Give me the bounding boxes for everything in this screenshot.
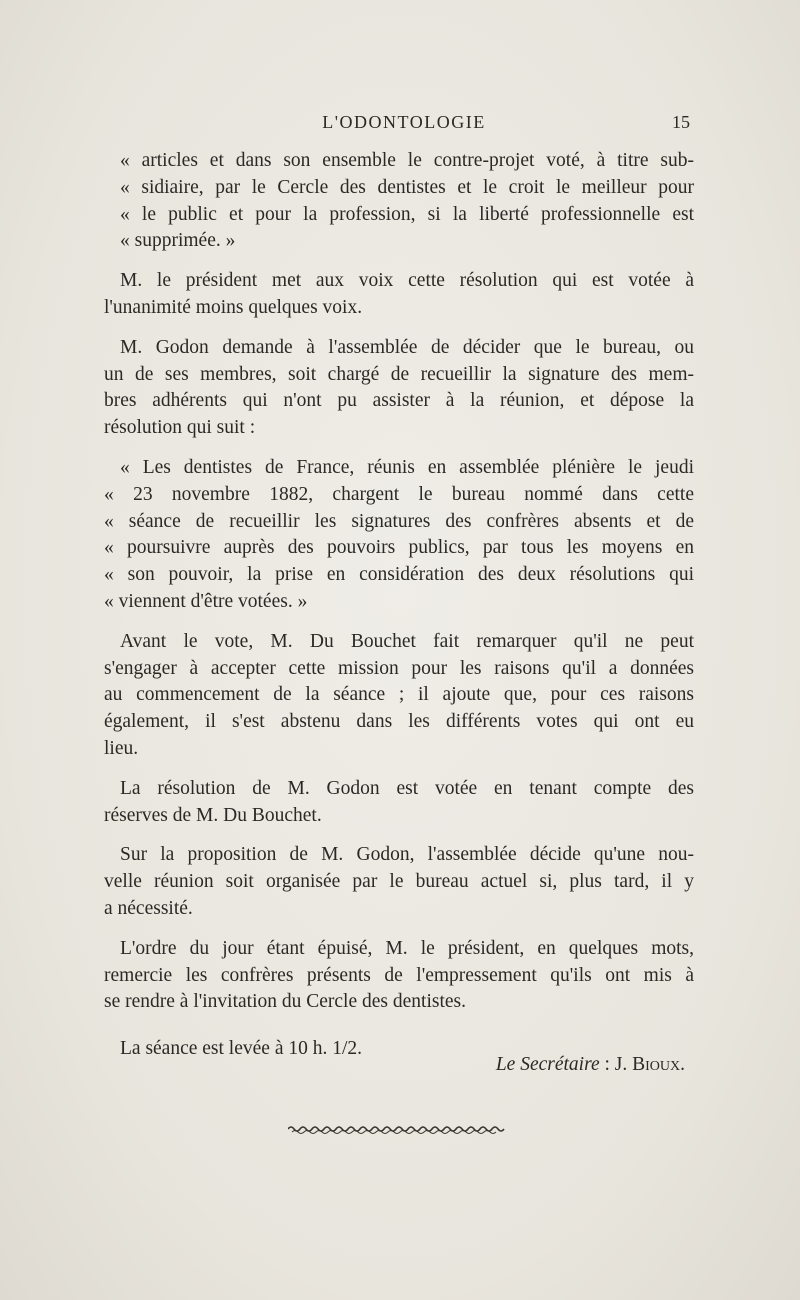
text-line: remercie les confrères présents de l'empressement qu'ils ont mis à [104,964,694,986]
running-title: L'ODONTOLOGIE [322,112,486,132]
page-number: 15 [672,112,690,132]
text-line: « articles et dans son ensemble le contre-projet voté, à titre sub- [120,150,694,171]
text-line: M. Godon demande à l'assemblée de décider que le bureau, ou [120,336,694,358]
paragraph-quote-end [104,148,694,255]
text-line: M. le président met aux voix cette résolution qui est votée à [120,270,694,292]
text-line: a nécessité. [104,897,193,919]
text-line: L'ordre du jour étant épuisé, M. le président, en quelques mots, [120,937,694,959]
text-line: l'unanimité moins quelques voix. [104,296,363,318]
paragraph-vote [104,268,694,322]
text-line: « Les dentistes de France, réunis en assemblée plénière le jeudi [120,456,694,478]
text-line: lieu. [104,737,139,759]
text-line: Avant le vote, M. Du Bouchet fait remarquer qu'il ne peut [120,630,694,652]
signature-line [496,1054,685,1076]
text-line: velle réunion soit organisée par le bureau actuel si, plus tard, il y [104,871,694,893]
signature-role: Le Secrétaire [495,1054,600,1075]
signature-name: J. Bioux. [614,1054,685,1075]
text-line: « séance de recueillir les signatures des confrères absents et de [104,510,694,532]
paragraph-du-bouchet [104,629,694,763]
paragraph-agenda-exhausted [104,936,694,1016]
text-line: également, il s'est abstenu dans les différents votes qui ont eu [104,711,694,733]
paragraph-resolution-voted [104,776,694,830]
text-line: se rendre à l'invitation du Cercle des dentistes. [104,991,466,1013]
text-line: « sidiaire, par le Cercle des dentistes et le croit le meilleur pour [120,176,694,198]
paragraph-new-meeting [104,842,694,922]
text-line: au commencement de la séance ; il ajoute que, pour ces raisons [104,684,694,706]
body-text [104,148,694,1076]
text-line: La séance est levée à 10 h. 1/2. [120,1038,363,1060]
text-line: Sur la proposition de M. Godon, l'assemblée décide qu'une nou- [120,844,694,866]
text-line: bres adhérents qui n'ont pu assister à la réunion, et dépose la [104,390,694,412]
paragraph-godon-request [104,335,694,442]
text-line: réserves de M. Du Bouchet. [104,804,322,826]
text-line: « viennent d'être votées. » [104,590,308,612]
text-line: « poursuivre auprès des pouvoirs publics, par tous les moyens en [104,537,694,559]
text-line: « son pouvoir, la prise en considération des deux résolutions qui [104,564,694,586]
text-line: La résolution de M. Godon est votée en tenant compte des [120,777,694,799]
text-line: « supprimée. » [120,230,236,252]
signature-separator: : [599,1054,615,1075]
text-line: résolution qui suit : [104,417,256,439]
text-line: un de ses membres, soit chargé de recueillir la signature des mem- [104,363,694,385]
text-line: « le public et pour la profession, si la liberté professionnelle est [120,203,694,225]
paragraph-resolution [104,455,694,616]
page-header [118,112,690,142]
wavy-rule-ornament-icon [288,1122,506,1136]
text-line: « 23 novembre 1882, chargent le bureau nommé dans cette [104,483,694,505]
text-line: s'engager à accepter cette mission pour les raisons qu'il a données [104,657,694,679]
